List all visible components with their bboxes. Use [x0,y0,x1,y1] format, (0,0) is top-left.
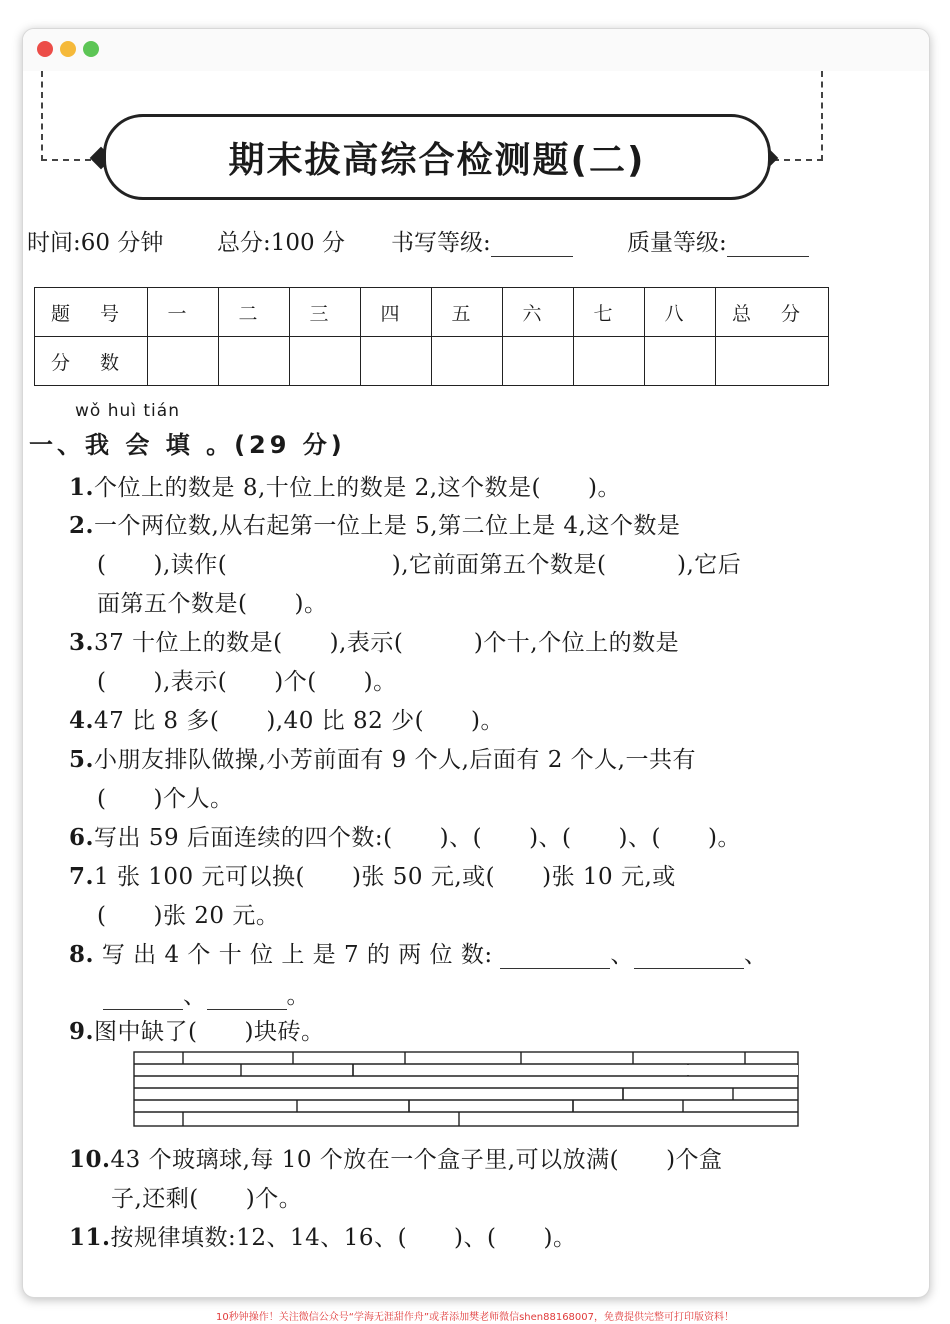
score-header-cell: 七 [574,288,645,337]
footer-promo-text: 10秒钟操作！关注微信公众号“学海无涯甜作舟”或者添加樊老师微信shen88168007，免费提供完整可打印版资料！ [215,1312,735,1323]
score-header-cell: 二 [219,288,290,337]
end-mark: 。 [286,983,310,1009]
writing-grade [391,224,573,257]
quality-grade-blank[interactable] [727,232,809,257]
exam-time: 时间:60 分钟 [27,230,164,256]
score-header-cell: 题 号 [35,288,148,337]
score-table-score-row [35,337,829,386]
score-cell[interactable] [503,337,574,386]
separator: 、 [610,942,634,968]
exam-total-score: 总分:100 分 [217,230,345,256]
score-cell[interactable] [361,337,432,386]
question-6 [69,819,741,852]
title-banner [103,114,771,200]
answer-blank[interactable] [500,944,610,969]
question-text: 个位上的数是 8,十位上的数是 2,这个数是( )。 [94,475,621,501]
question-2 [69,507,680,540]
question-text: 47 比 8 多( ),40 比 82 少( )。 [94,708,505,734]
section-pinyin: wǒ huì tián [75,401,180,421]
question-3 [69,624,679,657]
question-7-line-2: ( )张 20 元。 [97,903,280,929]
score-cell[interactable] [574,337,645,386]
question-5 [69,741,696,774]
score-header-cell: 三 [290,288,361,337]
answer-blank[interactable] [103,985,183,1010]
document-window [22,28,930,1298]
question-8 [69,936,767,969]
answer-blank[interactable] [634,944,744,969]
question-8-line-2 [103,977,310,1010]
minimize-window-button[interactable] [60,41,76,57]
page-title: 期末拔高综合检测题(二) [228,139,646,181]
question-text: 37 十位上的数是( ),表示( )个十,个位上的数是 [94,630,680,656]
brick-wall-figure [133,1051,799,1127]
quality-grade [627,224,809,257]
question-number: 1. [69,474,95,501]
question-number: 6. [69,824,95,851]
section-title: 一、我 会 填 。(29 分) [29,431,346,459]
question-number: 8. [69,941,95,968]
score-cell[interactable] [432,337,503,386]
score-header-cell: 四 [361,288,432,337]
question-number: 3. [69,629,95,656]
missing-brick-gap [135,1089,622,1099]
question-2-line-2: ( ),读作( ),它前面第五个数是( ),它后 [97,552,742,578]
question-text: 写 出 4 个 十 位 上 是 7 的 两 位 数: [101,942,493,968]
window-titlebar [23,29,929,71]
missing-brick-gap [411,1101,572,1111]
question-text: 图中缺了( )块砖。 [94,1019,325,1045]
close-window-button[interactable] [37,41,53,57]
decorative-dashed-frame-right [773,71,823,161]
question-10-line-2: 子,还剩( )个。 [111,1186,303,1212]
question-4 [69,702,504,735]
maximize-window-button[interactable] [83,41,99,57]
question-text: 一个两位数,从右起第一位上是 5,第二位上是 4,这个数是 [94,513,681,539]
question-9 [69,1013,324,1046]
score-header-cell: 六 [503,288,574,337]
question-text: 43 个玻璃球,每 10 个放在一个盒子里,可以放满( )个盒 [110,1147,723,1173]
score-header-cell: 一 [148,288,219,337]
score-header-cell: 五 [432,288,503,337]
question-number: 2. [69,512,95,539]
decorative-dashed-frame-left [41,71,91,161]
question-number: 10. [69,1146,111,1173]
question-5-line-2: ( )个人。 [97,786,234,812]
score-header-cell: 八 [645,288,716,337]
question-text: 1 张 100 元可以换( )张 50 元,或( )张 10 元,或 [94,864,676,890]
question-1 [69,469,621,502]
question-10 [69,1141,723,1174]
writing-grade-blank[interactable] [491,232,573,257]
writing-grade-label: 书写等级: [391,230,491,256]
question-text: 按规律填数:12、14、16、( )、( )。 [110,1225,577,1251]
score-table [34,287,829,386]
answer-blank[interactable] [207,985,287,1010]
question-11 [69,1219,576,1252]
separator: 、 [183,983,207,1009]
question-2-line-3: 面第五个数是( )。 [97,591,328,617]
question-number: 7. [69,863,95,890]
score-table-header-row [35,288,829,337]
score-header-cell: 总 分 [716,288,829,337]
question-3-line-2: ( ),表示( )个( )。 [97,669,397,695]
question-number: 11. [69,1224,111,1251]
score-cell[interactable] [148,337,219,386]
question-text: 小朋友排队做操,小芳前面有 9 个人,后面有 2 个人,一共有 [94,747,696,773]
quality-grade-label: 质量等级: [627,230,727,256]
score-cell[interactable] [645,337,716,386]
missing-brick-gap [355,1065,798,1075]
question-number: 9. [69,1018,95,1045]
question-text: 写出 59 后面连续的四个数:( )、( )、( )、( )。 [94,825,741,851]
score-cell[interactable] [290,337,361,386]
question-7 [69,858,676,891]
separator: 、 [743,942,768,968]
score-cell[interactable] [219,337,290,386]
score-row-label: 分 数 [35,337,148,386]
question-number: 4. [69,707,95,734]
score-cell[interactable] [716,337,829,386]
question-number: 5. [69,746,95,773]
